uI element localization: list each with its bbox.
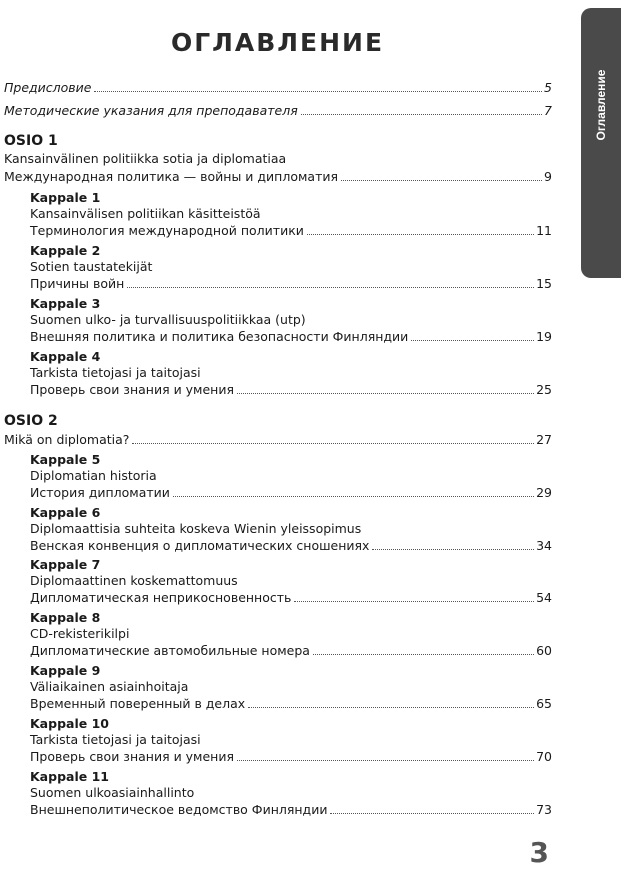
entry-page: 65 bbox=[536, 696, 552, 711]
chapter-label: Kappale 11 bbox=[30, 769, 109, 784]
section-heading: OSIO 2 bbox=[4, 413, 58, 429]
chapter-label: Kappale 8 bbox=[30, 610, 101, 625]
entry-title: Предисловие bbox=[4, 80, 92, 95]
entry-page: 54 bbox=[536, 590, 552, 605]
chapter-label: Kappale 10 bbox=[30, 716, 109, 731]
dot-leader bbox=[237, 393, 534, 394]
dot-leader bbox=[237, 760, 534, 761]
dot-leader bbox=[132, 443, 534, 444]
entry-page: 70 bbox=[536, 749, 552, 764]
entry-title: Mikä on diplomatia? bbox=[4, 432, 130, 447]
entry-title: Дипломатические автомобильные номера bbox=[30, 643, 310, 658]
entry-page: 29 bbox=[536, 485, 552, 500]
chapter-title-fi: Diplomaattinen koskemattomuus bbox=[30, 573, 238, 588]
entry-title: Временный поверенный в делах bbox=[30, 696, 246, 711]
entry-title: Причины войн bbox=[30, 276, 125, 291]
dot-leader bbox=[411, 340, 534, 341]
section-title-fi: Kansainvälinen politiikka sotia ja diplomatiaa bbox=[4, 151, 287, 166]
toc-entry-chapter-11[interactable] bbox=[30, 800, 552, 818]
entry-title: Проверь свои знания и умения bbox=[30, 382, 234, 397]
chapter-label: Kappale 4 bbox=[30, 349, 101, 364]
entry-title: Дипломатическая неприкосновенность bbox=[30, 590, 292, 605]
chapter-title-fi: Väliaikainen asiainhoitaja bbox=[30, 679, 189, 694]
toc-entry-methodology[interactable] bbox=[4, 101, 552, 119]
toc-entry-chapter-6[interactable] bbox=[30, 536, 552, 554]
entry-title: Международная политика — войны и дипломатия bbox=[4, 169, 338, 184]
entry-title: Внешняя политика и политика безопасности Финляндии bbox=[30, 329, 409, 344]
side-tab[interactable] bbox=[581, 8, 621, 278]
dot-leader bbox=[294, 601, 534, 602]
chapter-title-fi: Diplomatian historia bbox=[30, 468, 157, 483]
chapter-title-fi: Tarkista tietojasi ja taitojasi bbox=[30, 732, 201, 747]
entry-page: 25 bbox=[536, 382, 552, 397]
chapter-label: Kappale 6 bbox=[30, 505, 101, 520]
toc-entry-preface[interactable] bbox=[4, 78, 552, 96]
toc-entry-chapter-8[interactable] bbox=[30, 641, 552, 659]
entry-page: 27 bbox=[536, 432, 552, 447]
toc-entry-chapter-5[interactable] bbox=[30, 483, 552, 501]
chapter-label: Kappale 7 bbox=[30, 557, 101, 572]
dot-leader bbox=[94, 91, 542, 92]
page-title: ОГЛАВЛЕНИЕ bbox=[170, 28, 385, 57]
toc-entry-chapter-1[interactable] bbox=[30, 221, 552, 239]
entry-page: 15 bbox=[536, 276, 552, 291]
chapter-title-fi: Suomen ulkoasiainhallinto bbox=[30, 785, 195, 800]
section-heading: OSIO 1 bbox=[4, 133, 58, 149]
entry-title: Внешнеполитическое ведомство Финляндии bbox=[30, 802, 328, 817]
dot-leader bbox=[173, 496, 534, 497]
dot-leader bbox=[248, 707, 534, 708]
dot-leader bbox=[301, 114, 542, 115]
dot-leader bbox=[341, 180, 542, 181]
chapter-title-fi: Tarkista tietojasi ja taitojasi bbox=[30, 365, 201, 380]
chapter-label: Kappale 1 bbox=[30, 190, 101, 205]
entry-title: Венская конвенция о дипломатических сношениях bbox=[30, 538, 370, 553]
toc-entry-section-2[interactable] bbox=[4, 430, 552, 448]
entry-title: Методические указания для преподавателя bbox=[4, 103, 298, 118]
side-tab-label: Оглавление bbox=[594, 69, 608, 141]
chapter-title-fi: Diplomaattisia suhteita koskeva Wienin yleissopimus bbox=[30, 521, 362, 536]
entry-page: 5 bbox=[544, 80, 552, 95]
dot-leader bbox=[127, 287, 534, 288]
chapter-label: Kappale 3 bbox=[30, 296, 101, 311]
chapter-label: Kappale 5 bbox=[30, 452, 101, 467]
dot-leader bbox=[313, 654, 534, 655]
entry-title: История дипломатии bbox=[30, 485, 170, 500]
dot-leader bbox=[330, 813, 534, 814]
entry-page: 60 bbox=[536, 643, 552, 658]
toc-entry-chapter-4[interactable] bbox=[30, 380, 552, 398]
toc-entry-chapter-9[interactable] bbox=[30, 694, 552, 712]
entry-page: 34 bbox=[536, 538, 552, 553]
entry-page: 11 bbox=[536, 223, 552, 238]
chapter-title-fi: Suomen ulko- ja turvallisuuspolitiikkaa (utp) bbox=[30, 312, 306, 327]
entry-page: 19 bbox=[536, 329, 552, 344]
toc-entry-chapter-3[interactable] bbox=[30, 327, 552, 345]
chapter-label: Kappale 9 bbox=[30, 663, 101, 678]
entry-page: 7 bbox=[544, 103, 552, 118]
page-number: 3 bbox=[529, 836, 549, 869]
toc-entry-chapter-7[interactable] bbox=[30, 588, 552, 606]
toc-entry-section-1[interactable] bbox=[4, 167, 552, 185]
entry-title: Проверь свои знания и умения bbox=[30, 749, 234, 764]
toc-entry-chapter-2[interactable] bbox=[30, 274, 552, 292]
dot-leader bbox=[372, 549, 534, 550]
entry-page: 9 bbox=[544, 169, 552, 184]
chapter-title-fi: Kansainvälisen politiikan käsitteistöä bbox=[30, 206, 261, 221]
entry-title: Терминология международной политики bbox=[30, 223, 304, 238]
entry-page: 73 bbox=[536, 802, 552, 817]
chapter-label: Kappale 2 bbox=[30, 243, 101, 258]
chapter-title-fi: CD-rekisterikilpi bbox=[30, 626, 130, 641]
chapter-title-fi: Sotien taustatekijät bbox=[30, 259, 153, 274]
toc-entry-chapter-10[interactable] bbox=[30, 747, 552, 765]
dot-leader bbox=[307, 234, 534, 235]
